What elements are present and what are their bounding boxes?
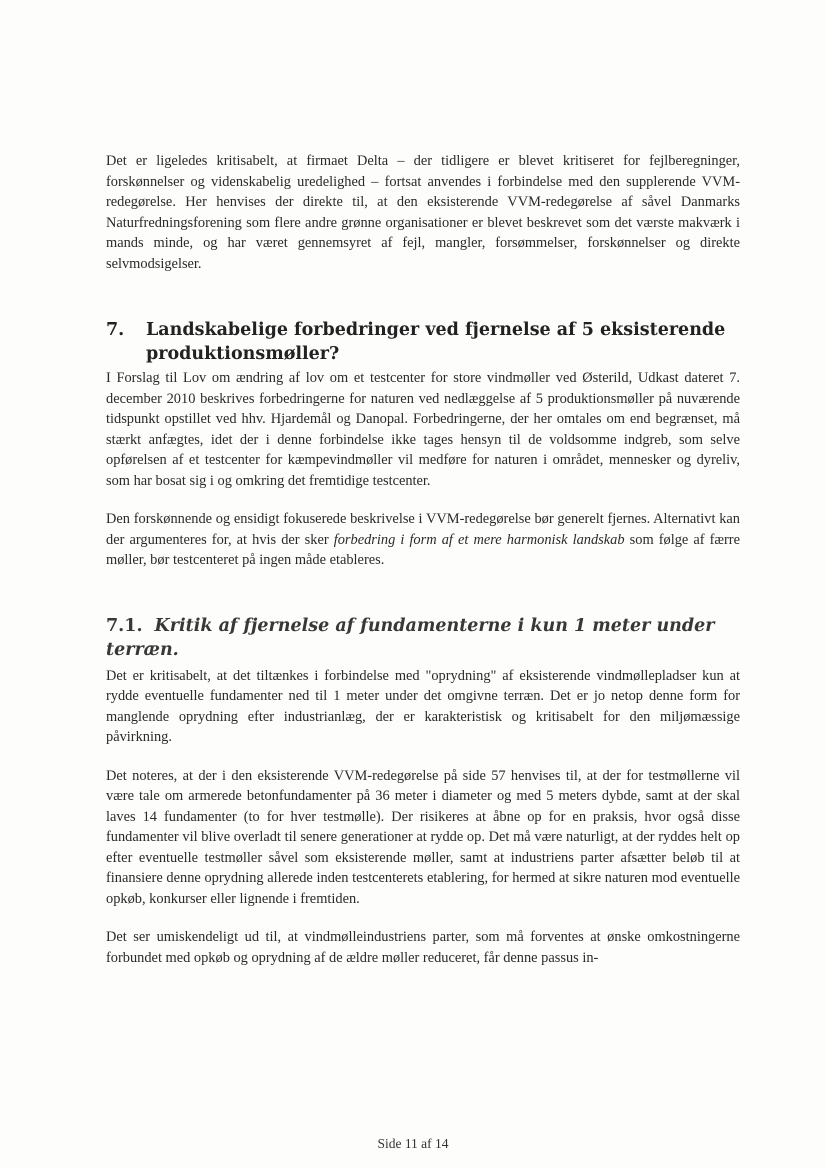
paragraph-industri-parter: Det ser umiskendeligt ud til, at vindmølleindustriens parter, som må forventes at ønske omkostningerne forbundet med opkøb og oprydning af de ældre møller reduceret, får denne passus in- <box>106 929 740 966</box>
italic-quote: forbedring i form af et mere harmonisk landskab <box>333 531 625 548</box>
page-footer <box>0 1136 826 1152</box>
paragraph-text: som følge af færre møller, bør testcenteret på ingen måde etableres. <box>106 531 740 568</box>
subsection-number: 7.1. <box>106 615 143 636</box>
paragraph-delta-criticism: Det er ligeledes kritisabelt, at firmaet Delta – der tidligere er blevet kritiseret for fejlberegninger, forskønnelser og videnskabelig uredelighed – fortsat anvendes i forbindelse med den supplerende VVM-redegørelse. Her henvises der direkte til, at den eksisterende VVM-redegørelse af såvel Danmarks Naturfredningsforening som flere andre grønne organisationer er blevet beskrevet som det værste makværk i mands minde, og har været gennemsyret af fejl, mangler, forsømmelser, forskønnelser og direkte selvmodsigelser. <box>106 153 740 272</box>
page-content <box>106 151 740 986</box>
paragraph-forskoennende <box>106 509 740 571</box>
page-number: Side 11 af 14 <box>377 1136 449 1151</box>
paragraph-lovforslag: I Forslag til Lov om ændring af lov om et testcenter for store vindmøller ved Østerild, Udkast dateret 7. december 2010 beskrives forbedringerne for naturen ved nedlæggelse af 5 produktionsmøller på nuværende tidspunkt opstillet ved hhv. Hjardemål og Danopal. Forbedringerne, der her omtales om end begrænset, må stærkt anfægtes, idet der i denne forbindelse ikke tages hensyn til de voldsomme indgreb, som selve opførelsen af et testcenter for kæmpevindmøller vil medføre for naturen i området, mennesker og dyreliv, som har bosat sig i og omkring det fremtidige testcenter. <box>106 370 740 489</box>
section-title: Landskabelige forbedringer ved fjernelse af 5 eksisterende produktionsmøller? <box>146 320 726 364</box>
paragraph-text: Den forskønnende og ensidigt fokuserede beskrivelse i VVM-redegørelse bør generelt fjernes. Alternativt kan der argumenteres for, at hvis der sker <box>106 511 740 548</box>
subsection-title: Kritik af fjernelse af fundamenterne i kun 1 meter under terræn. <box>106 615 715 660</box>
subsection-heading-7-1 <box>106 614 740 662</box>
paragraph-fundamenter: Det noteres, at der i den eksisterende VVM-redegørelse på side 57 henvises til, at der for testmøllerne vil være tale om armerede betonfundamenter på 36 meter i diameter og med 5 meters dybde, samt at der skal laves 14 fundamenter (to for hver testmølle). Der risikeres at åbne op for en praksis, hvor også disse fundamenter vil blive overladt til senere generationer at rydde op. Det må være naturligt, at der ryddes helt op efter eventuelle testmøller såvel som eksisterende møller, samt at industriens parter afsætter beløb til at finansiere denne oprydning allerede inden testcenterets etablering, for hermed at sikre naturen mod eventuelle opkøb, konkurser eller lignende i fremtiden. <box>106 767 740 907</box>
paragraph-oprydning: Det er kritisabelt, at det tiltænkes i forbindelse med "oprydning" af eksisterende vindmøllepladser kun at rydde eventuelle fundamenter ned til 1 meter under det omgivne terræn. Det er jo netop denne form for manglende oprydning efter industrianlæg, der er karakteristisk og kritisabelt for den miljømæssige påvirkning. <box>106 667 740 745</box>
section-heading-7 <box>106 318 740 366</box>
section-number: 7. <box>106 320 125 340</box>
